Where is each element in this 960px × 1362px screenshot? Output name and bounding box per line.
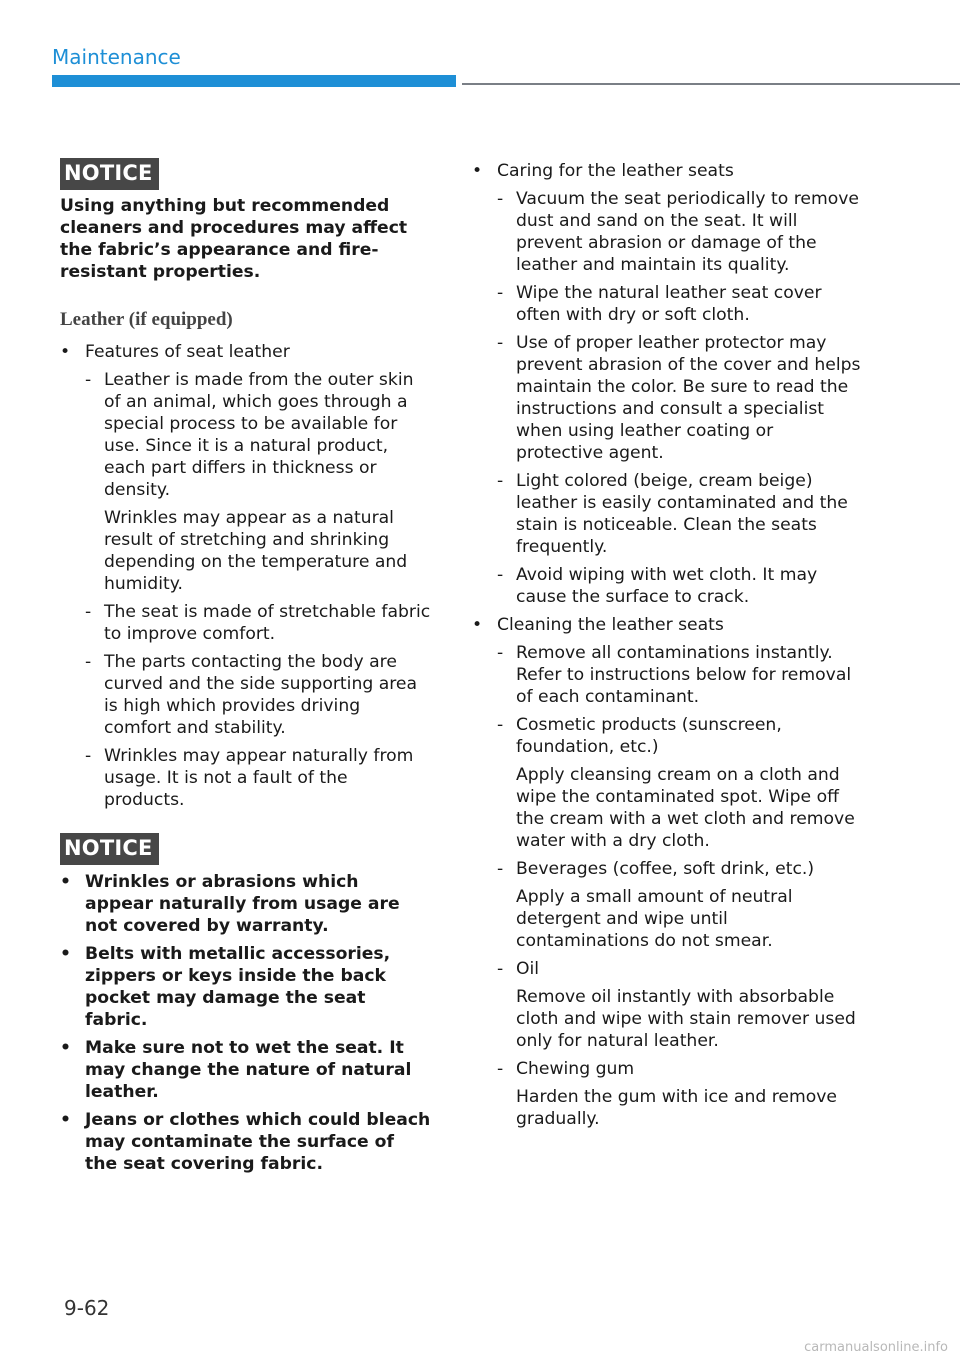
list-item	[472, 160, 862, 608]
sub-item-note: Apply a small amount of neutral detergent and wipe until contaminations do not smear.	[516, 887, 793, 951]
notice-item-text: Make sure not to wet the seat. It may change the nature of natural leather.	[85, 1038, 412, 1102]
notice-list	[60, 871, 432, 1175]
section-title: Maintenance	[52, 45, 181, 69]
sub-list	[85, 369, 432, 811]
header-divider	[462, 83, 960, 85]
sub-item-text: Wipe the natural leather seat cover often with dry or soft cloth.	[516, 283, 822, 325]
sub-list-item	[497, 642, 862, 708]
sub-list-item	[497, 1058, 862, 1130]
sub-item-text: Wrinkles may appear naturally from usage. It is not a fault of the products.	[104, 746, 414, 810]
page-number: 9-62	[64, 1296, 110, 1320]
notice-box	[60, 833, 432, 1175]
notice-text: Using anything but recommended cleaners and procedures may affect the fabric’s appearance and fire-resistant properties.	[60, 196, 408, 282]
left-column	[60, 158, 432, 1181]
dash-glyph: -	[497, 1059, 504, 1079]
dash-glyph: -	[497, 959, 504, 979]
sub-item-note: Harden the gum with ice and remove gradually.	[516, 1087, 837, 1129]
features-list	[60, 341, 432, 811]
notice-badge: NOTICE	[60, 158, 159, 190]
dash-glyph: -	[85, 746, 92, 766]
sub-list-item	[497, 858, 862, 952]
bullet-glyph: •	[60, 1110, 71, 1130]
dash-glyph: -	[497, 471, 504, 491]
sub-item-text: Oil	[516, 959, 540, 979]
list-item	[60, 341, 432, 811]
bullet-glyph: •	[60, 1038, 71, 1058]
notice-item-text: Wrinkles or abrasions which appear naturally from usage are not covered by warranty.	[85, 872, 400, 936]
sub-list-item	[497, 564, 862, 608]
sub-item-text: Vacuum the seat periodically to remove dust and sand on the seat. It will prevent abrasion or damage of the leather and maintain its quality.	[516, 189, 860, 275]
notice-list-item	[60, 943, 432, 1031]
notice-item-text: Jeans or clothes which could bleach may contaminate the surface of the seat covering fabric.	[85, 1110, 431, 1174]
notice-item-text: Belts with metallic accessories, zippers or keys inside the back pocket may damage the seat fabric.	[85, 944, 391, 1030]
sub-item-text: Chewing gum	[516, 1059, 635, 1079]
sub-list-item	[85, 369, 432, 595]
sub-list-item	[497, 470, 862, 558]
dash-glyph: -	[497, 333, 504, 353]
list-item-label: Cleaning the leather seats	[497, 615, 724, 635]
sub-item-text: The parts contacting the body are curved and the side supporting area is high which provides driving comfort and stability.	[104, 652, 418, 738]
notice-box	[60, 158, 432, 283]
dash-glyph: -	[85, 652, 92, 672]
sub-item-note: Remove oil instantly with absorbable cloth and wipe with stain remover used only for natural leather.	[516, 987, 856, 1051]
notice-badge: NOTICE	[60, 833, 159, 865]
sub-item-text: Remove all contaminations instantly. Refer to instructions below for removal of each contaminant.	[516, 643, 852, 707]
bullet-glyph: •	[60, 342, 71, 362]
bullet-glyph: •	[472, 161, 483, 181]
watermark: carmanualsonline.info	[804, 1340, 948, 1355]
dash-glyph: -	[497, 189, 504, 209]
right-column	[472, 160, 862, 1136]
sub-item-text: Light colored (beige, cream beige) leather is easily contaminated and the stain is noticeable. Clean the seats frequently.	[516, 471, 848, 557]
dash-glyph: -	[497, 643, 504, 663]
sub-item-text: Use of proper leather protector may prevent abrasion of the cover and helps maintain the color. Be sure to read the instructions and consult a specialist when using leather coating or protective agent.	[516, 333, 861, 463]
bullet-glyph: •	[472, 615, 483, 635]
sub-list	[497, 642, 862, 1130]
sub-list-item	[497, 714, 862, 852]
sub-list-item	[497, 958, 862, 1052]
dash-glyph: -	[497, 565, 504, 585]
care-list	[472, 160, 862, 1130]
header-accent-bar	[52, 75, 456, 87]
section-heading: Leather (if equipped)	[60, 309, 233, 330]
notice-list-item	[60, 1109, 432, 1175]
sub-list-item	[497, 332, 862, 464]
notice-list-item	[60, 1037, 432, 1103]
sub-item-text: Leather is made from the outer skin of an animal, which goes through a special process to be available for use. Since it is a natural product, each part differs in thickness or density.	[104, 370, 414, 500]
sub-list-item	[85, 651, 432, 739]
list-item-label: Caring for the leather seats	[497, 161, 734, 181]
list-item-label: Features of seat leather	[85, 342, 290, 362]
sub-list-item	[497, 188, 862, 276]
notice-list-item	[60, 871, 432, 937]
sub-list	[497, 188, 862, 608]
dash-glyph: -	[497, 859, 504, 879]
sub-item-text: The seat is made of stretchable fabric to improve comfort.	[104, 602, 431, 644]
sub-list-item	[85, 745, 432, 811]
sub-item-text: Beverages (coffee, soft drink, etc.)	[516, 859, 815, 879]
dash-glyph: -	[85, 370, 92, 390]
sub-list-item	[85, 601, 432, 645]
sub-list-item	[497, 282, 862, 326]
bullet-glyph: •	[60, 944, 71, 964]
bullet-glyph: •	[60, 872, 71, 892]
sub-item-note: Apply cleansing cream on a cloth and wipe the contaminated spot. Wipe off the cream with a wet cloth and remove water with a dry cloth.	[516, 765, 855, 851]
sub-item-text: Avoid wiping with wet cloth. It may cause the surface to crack.	[516, 565, 818, 607]
sub-item-note: Wrinkles may appear as a natural result of stretching and shrinking depending on the temperature and humidity.	[104, 508, 408, 594]
dash-glyph: -	[497, 283, 504, 303]
dash-glyph: -	[497, 715, 504, 735]
dash-glyph: -	[85, 602, 92, 622]
sub-item-text: Cosmetic products (sunscreen, foundation, etc.)	[516, 715, 782, 757]
list-item	[472, 614, 862, 1130]
